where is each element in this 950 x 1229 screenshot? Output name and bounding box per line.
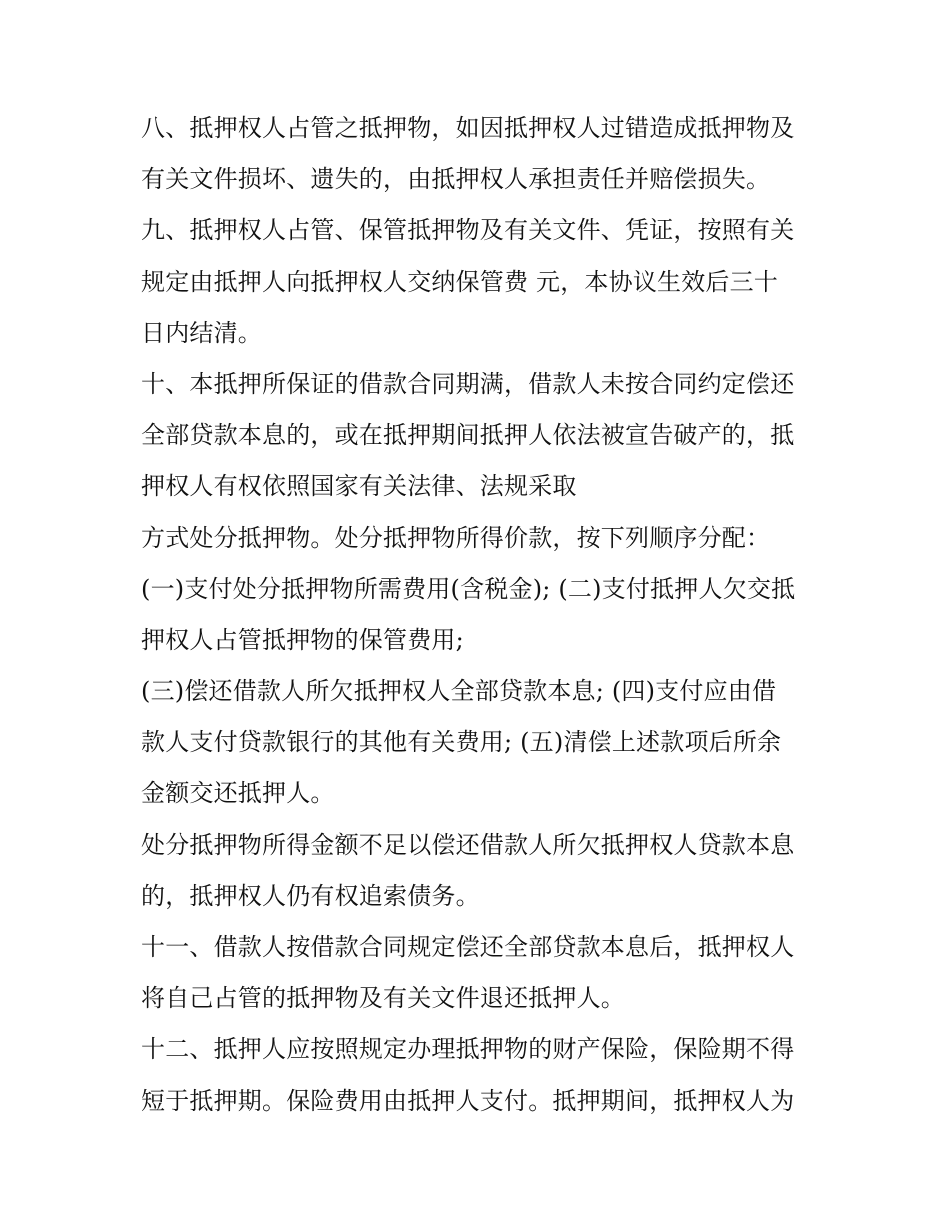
document-body	[141, 103, 821, 1127]
text-line: 将自己占管的抵押物及有关文件退还抵押人。	[141, 984, 625, 1013]
text-line: 日内结清。	[141, 318, 262, 347]
text-line: 十一、借款人按借款合同规定偿还全部贷款本息后，抵押权人	[141, 933, 795, 961]
text-line: 押权人占管抵押物的保管费用;	[141, 625, 464, 654]
text-line: (一)支付处分抵押物所需费用(含税金); (二)支付抵押人欠交抵	[141, 574, 796, 603]
text-line: 十、本抵押所保证的借款合同期满，借款人未按合同约定偿还	[141, 369, 795, 398]
text-line: 规定由抵押人向抵押权人交纳保管费 元，本协议生效后三十	[141, 267, 779, 296]
text-line: 金额交还抵押人。	[141, 779, 335, 808]
text-line: 处分抵押物所得金额不足以偿还借款人所欠抵押权人贷款本息	[141, 830, 795, 859]
text-line: 短于抵押期。保险费用由抵押人支付。抵押期间，抵押权人为	[141, 1086, 795, 1115]
text-line: 款人支付贷款银行的其他有关费用; (五)清偿上述款项后所余	[141, 728, 782, 757]
text-line: 九、抵押权人占管、保管抵押物及有关文件、凭证，按照有关	[141, 216, 795, 245]
text-line: 八、抵押权人占管之抵押物，如因抵押权人过错造成抵押物及	[141, 114, 795, 142]
text-line: (三)偿还借款人所欠抵押权人全部贷款本息; (四)支付应由借	[141, 677, 777, 706]
text-line: 十二、抵押人应按照规定办理抵押物的财产保险，保险期不得	[141, 1035, 795, 1064]
text-line: 押权人有权依照国家有关法律、法规采取	[141, 472, 577, 501]
text-line: 全部贷款本息的，或在抵押期间抵押人依法被宣告破产的，抵	[141, 421, 795, 450]
text-line: 方式处分抵押物。处分抵押物所得价款，按下列顺序分配：	[141, 523, 771, 552]
text-line: 有关文件损坏、遗失的，由抵押权人承担责任并赔偿损失。	[141, 165, 771, 194]
text-line: 的，抵押权人仍有权追索债务。	[141, 881, 480, 910]
